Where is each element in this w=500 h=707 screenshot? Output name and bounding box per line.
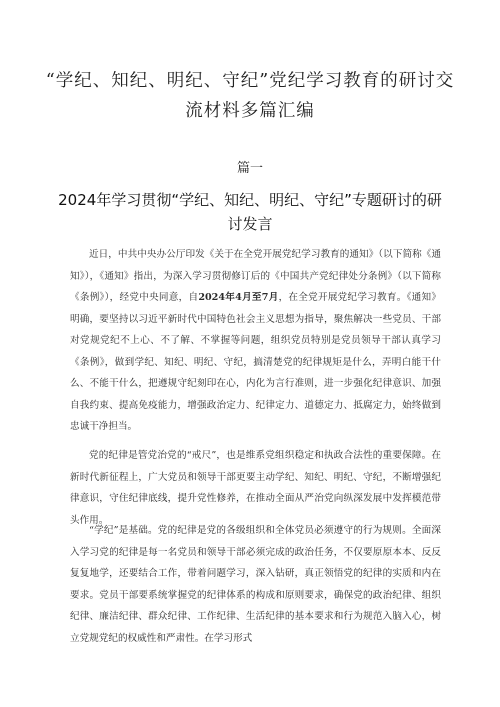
date-range-bold: 2024年4月至7月 <box>198 292 279 303</box>
section-subtitle: 2024年学习贯彻“学纪、知纪、明纪、守纪”专题研讨的研讨发言 <box>58 191 442 233</box>
body-paragraph-2: 党的纪律是管党治党的“戒尺”，也是维系党组织稳定和执政合法性的重要保障。在新时代新征程上，广大党员和领导干部更要主动学纪、知纪、明纪、守纪，不断增强纪律意识，守住纪律底线，提升党性修养，在推动全面从严治党向纵深发展中发挥模范带头作用。 <box>70 450 441 526</box>
document-title: “学纪、知纪、明纪、守纪”党纪学习教育的研讨交流材料多篇汇编 <box>45 71 455 121</box>
body-paragraph-1 <box>70 244 441 438</box>
paragraph-text: 近日，中共中央办公厅印发《关于在全党开展党纪学习教育的通知》（以下简称《通知》），《通知》指出，为深入学习贯彻修订后的《中国共产党纪律处分条例》（以下简称《条例》），经党中央同意，自 <box>70 249 441 303</box>
section-label: 篇一 <box>236 161 263 176</box>
body-paragraph-3: “学纪”是基础。党的纪律是党的各级组织和全体党员必须遵守的行为规则。全面深入学习党的纪律是每一名党员和领导干部必须完成的政治任务，不仅要原原本本、反反复复地学，还要结合工作，带着问题学习，深入钻研，真正领悟党的纪律的实质和内在要求。党员干部要系统掌握党的纪律体系的构成和原则要求，确保党的政治纪律、组织纪律、廉洁纪律、群众纪律、工作纪律、生活纪律的基本要求和行为规范入脑入心，树立党规党纪的权威性和严肃性。在学习形式 <box>70 525 441 644</box>
paragraph-text: ，在全党开展党纪学习教育。《通知》明确，要坚持以习近平新时代中国特色社会主义思想为指导，聚焦解决一些党员、干部对党规党纪不上心、不了解、不掌握等问题，组织党员特别是党员领导干部认真学习《条例》，做到学纪、知纪、明纪、守纪，搞清楚党的纪律规矩是什么，弄明白能干什么、不能干什么，把遵规守纪刻印在心，内化为言行准则，进一步强化纪律意识、加强自我约束、提高免疫能力，增强政治定力、纪律定力、道德定力、抵腐定力，始终做到忠诚干净担当。 <box>70 292 441 432</box>
